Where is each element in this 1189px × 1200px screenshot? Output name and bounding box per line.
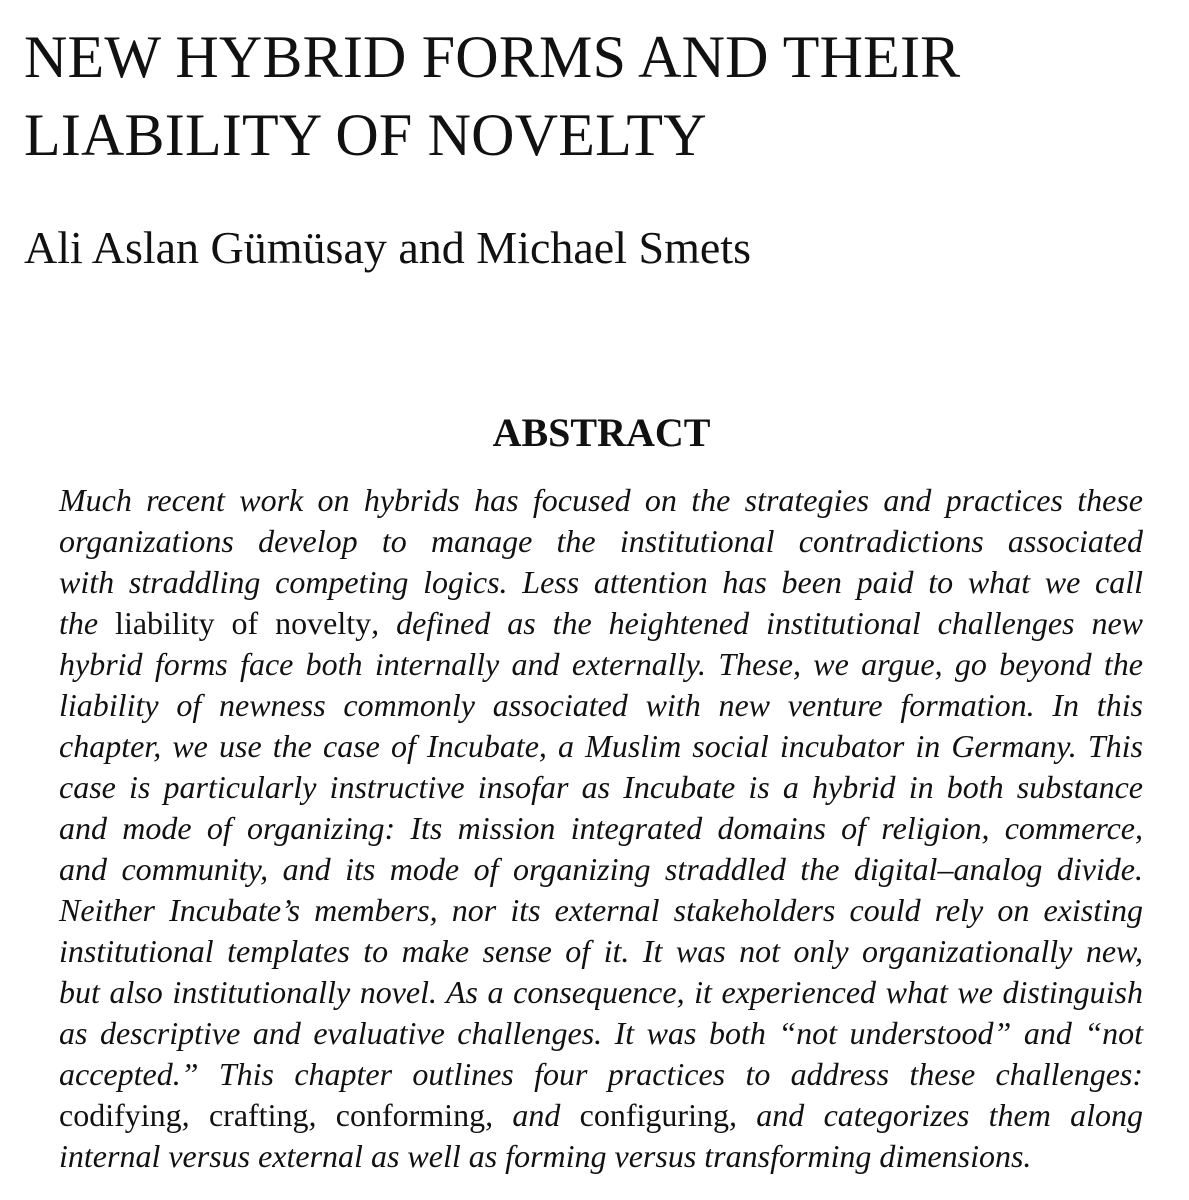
abstract-text: with straddling competing logics. Less attention has been paid to what we call xyxy=(59,564,1143,600)
authors: Ali Aslan Gümüsay and Michael Smets xyxy=(24,222,751,273)
abstract-line xyxy=(59,521,1143,562)
abstract-line xyxy=(59,808,1143,849)
abstract-text: internal versus external as well as forming versus transforming dimensions. xyxy=(59,1138,1032,1174)
abstract-line xyxy=(59,931,1143,972)
abstract-heading: ABSTRACT xyxy=(492,410,711,455)
abstract-line xyxy=(59,1013,1143,1054)
abstract-line xyxy=(59,685,1143,726)
abstract-text: Neither Incubate’s members, nor its external stakeholders could rely on existing xyxy=(59,892,1143,928)
abstract-text: , xyxy=(181,1097,209,1133)
abstract-text: the xyxy=(59,605,116,641)
abstract-line xyxy=(59,1136,1143,1177)
abstract-line xyxy=(59,480,1143,521)
abstract-text: , and xyxy=(485,1097,580,1133)
abstract-text: and mode of organizing: Its mission integrated domains of religion, commerce, xyxy=(59,810,1143,846)
abstract-line xyxy=(59,972,1143,1013)
chapter-title xyxy=(24,18,1164,174)
abstract-term: conforming xyxy=(335,1097,486,1133)
abstract-text: but also institutionally novel. As a consequence, it experienced what we distinguish xyxy=(59,974,1143,1010)
chapter-title-line-1: NEW HYBRID FORMS AND THEIR xyxy=(24,24,961,90)
abstract-term: liability of novelty xyxy=(115,605,372,641)
abstract-line xyxy=(59,767,1143,808)
abstract-line xyxy=(59,1054,1143,1095)
abstract-text: liability of newness commonly associated with new venture formation. In this xyxy=(59,687,1143,723)
abstract-term: configuring xyxy=(579,1097,729,1133)
abstract-text: chapter, we use the case of Incubate, a Muslim social incubator in Germany. This xyxy=(59,728,1143,764)
abstract-text: and community, and its mode of organizing straddled the digital–analog divide. xyxy=(59,851,1143,887)
abstract-text: organizations develop to manage the institutional contradictions associated xyxy=(59,523,1143,559)
abstract-line xyxy=(59,849,1143,890)
abstract-text: hybrid forms face both internally and externally. These, we argue, go beyond the xyxy=(59,646,1143,682)
abstract-text: Much recent work on hybrids has focused on the strategies and practices these xyxy=(59,482,1143,518)
abstract-text: case is particularly instructive insofar as Incubate is a hybrid in both substance xyxy=(59,769,1143,805)
abstract-text: , defined as the heightened institutional challenges new xyxy=(371,605,1144,641)
abstract-text: accepted.” This chapter outlines four practices to address these challenges: xyxy=(59,1056,1143,1092)
abstract-text: , and categorizes them along xyxy=(728,1097,1144,1133)
abstract-body xyxy=(59,480,1143,1177)
abstract-line xyxy=(59,1095,1143,1136)
abstract-line xyxy=(59,562,1143,603)
abstract-text: as descriptive and evaluative challenges. It was both “not understood” and “not xyxy=(59,1015,1143,1051)
abstract-term: codifying xyxy=(59,1097,182,1133)
abstract-line xyxy=(59,644,1143,685)
abstract-term: crafting xyxy=(208,1097,309,1133)
chapter-title-line-2: LIABILITY OF NOVELTY xyxy=(24,102,707,168)
abstract-line xyxy=(59,726,1143,767)
abstract-line xyxy=(59,603,1143,644)
abstract-text: , xyxy=(308,1097,336,1133)
abstract-text: institutional templates to make sense of it. It was not only organizationally new, xyxy=(59,933,1143,969)
abstract-line xyxy=(59,890,1143,931)
